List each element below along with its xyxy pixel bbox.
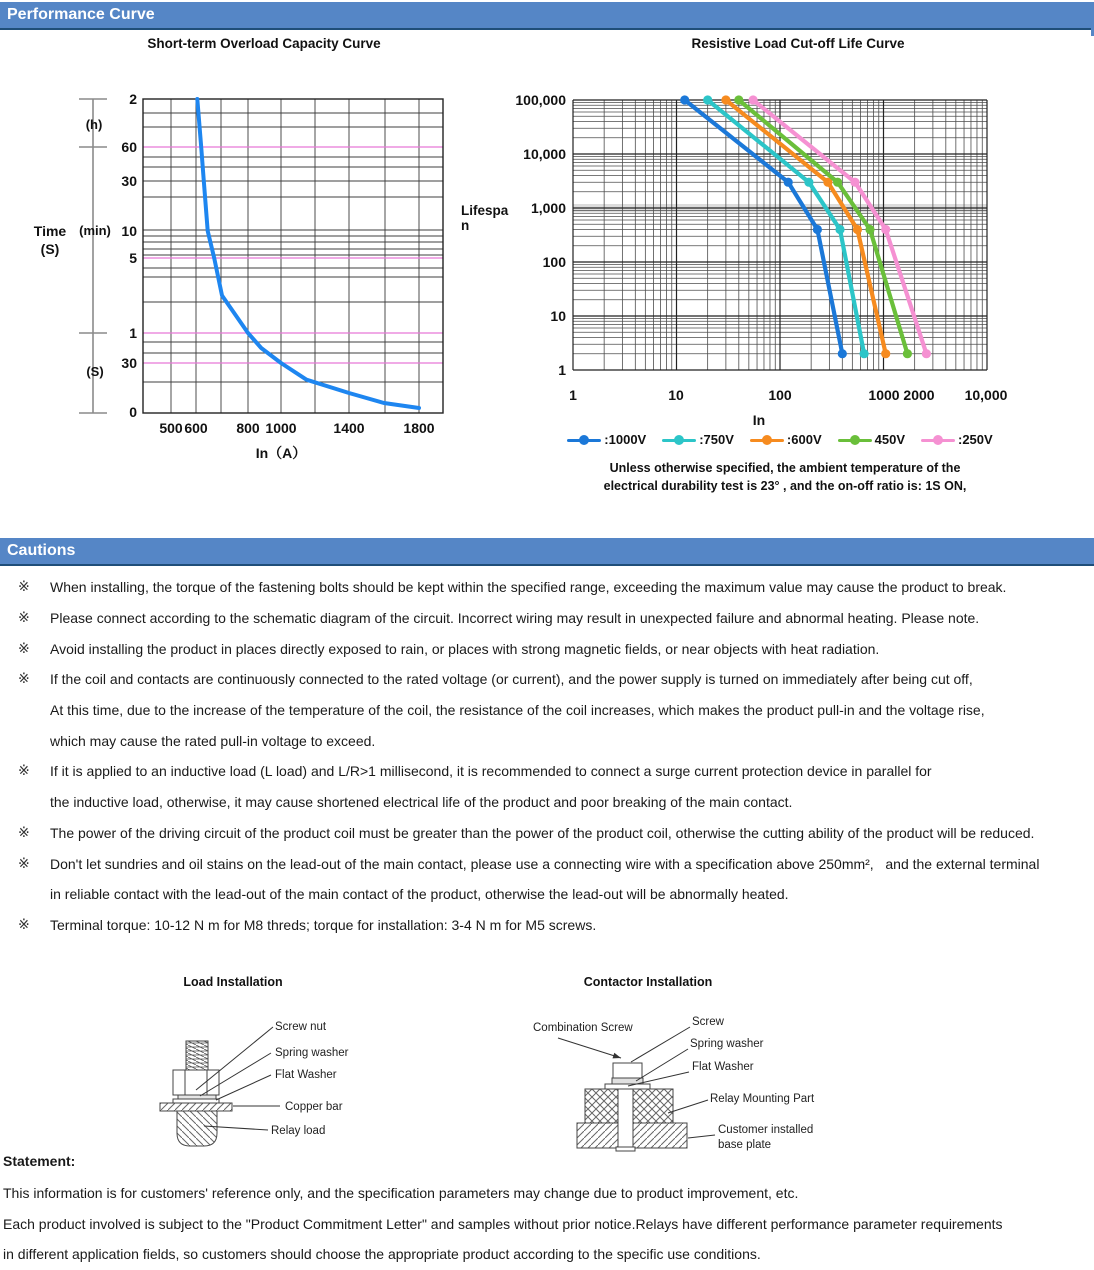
relay-load-shape xyxy=(177,1111,217,1146)
base-plate-shape xyxy=(633,1123,687,1148)
load-installation-diagram xyxy=(140,1005,470,1155)
statement-line: This information is for customers' reference only, and the specification parameters may change due to product improvement, etc. xyxy=(3,1185,799,1201)
life-chart-title: Resistive Load Cut-off Life Curve xyxy=(691,36,905,51)
caution-item: ※ Avoid installing the product in places directly exposed to rain, or places with strong magnetic fields, or near objects with heat radiation. xyxy=(18,640,880,657)
life-chart-plot xyxy=(573,100,987,370)
overload-ytick-10min: 10 xyxy=(121,223,137,239)
combination-screw-label: Combination Screw xyxy=(533,1022,633,1034)
flat-washer-shape xyxy=(173,1099,219,1103)
legend-item-450v xyxy=(838,432,905,447)
life-chart-legend xyxy=(555,432,1005,447)
legend-label-250v: :250V xyxy=(958,432,993,447)
legend-item-1000v xyxy=(567,432,646,447)
relay-mounting-part-shape xyxy=(633,1089,673,1123)
overload-ytick-30s: 30 xyxy=(121,355,137,371)
life-ytick-1: 1 xyxy=(558,362,566,378)
life-xtick-1: 1 xyxy=(569,387,577,403)
caution-item: ※ When installing, the torque of the fastening bolts should be kept within the specified range, exceeding the maximum value may cause the product to break. xyxy=(18,579,1007,596)
legend-item-600v xyxy=(750,432,822,447)
caution-item: ※ Terminal torque: 10-12 N m for M8 threds; torque for installation: 3-4 N m for M5 screws. xyxy=(18,916,597,933)
caution-item-continuation: the inductive load, otherwise, it may cause shortened electrical life of the product and poor breaking of the main contact. xyxy=(50,794,793,811)
spring-washer-shape xyxy=(612,1078,643,1084)
overload-ytick-60min: 60 xyxy=(121,139,137,155)
overload-xaxis-label: In（A） xyxy=(255,445,307,461)
overload-xtick-800: 800 xyxy=(236,420,260,436)
arrowhead-icon xyxy=(613,1053,622,1059)
flat-washer-label: Flat Washer xyxy=(692,1061,754,1073)
relay-mounting-part-shape xyxy=(585,1089,618,1123)
screw-stud-shape xyxy=(186,1041,208,1070)
statement-line: in different application fields, so customers should choose the appropriate product according to the specific use conditions. xyxy=(3,1246,761,1262)
overload-xtick-1400: 1400 xyxy=(333,420,365,436)
reference-mark-icon: ※ xyxy=(18,824,30,841)
flat-washer-leader xyxy=(216,1075,271,1100)
contactor-installation-diagram xyxy=(500,1005,920,1165)
caution-item-continuation: At this time, due to the increase of the temperature of the coil, the resistance of the coil increases, which makes the product pull-in and the voltage rise, xyxy=(50,702,985,719)
statement-title: Statement: xyxy=(3,1153,76,1169)
caution-item: ※ The power of the driving circuit of the product coil must be greater than the power of the product coil, otherwise the cutting ability of the product will be reduced. xyxy=(18,824,1035,841)
base-plate-shape xyxy=(577,1123,618,1148)
life-xtick-2000: 2000 xyxy=(903,387,935,403)
load-installation-title: Load Installation xyxy=(183,975,283,989)
reference-mark-icon: ※ xyxy=(18,671,30,688)
relay-mounting-leader xyxy=(668,1100,708,1113)
flat-washer-label: Flat Washer xyxy=(275,1069,337,1081)
legend-swatch-600v-icon xyxy=(750,434,784,446)
caution-item: ※ Please connect according to the schematic diagram of the circuit. Incorrect wiring may result in unexpected failure and abnormal heating. Please note. xyxy=(18,610,980,627)
spring-washer-shape xyxy=(178,1095,216,1099)
life-xtick-100: 100 xyxy=(768,387,792,403)
statement-section xyxy=(3,1153,1063,1270)
base-plate-leader xyxy=(688,1135,715,1138)
caution-item: ※ Don't let sundries and oil stains on the lead-out of the main contact, please use a connecting wire with a specification above 250mm², and the external terminal xyxy=(18,855,1040,872)
spring-washer-leader xyxy=(636,1049,688,1081)
screw-label: Screw xyxy=(692,1016,724,1028)
overload-chart-title: Short-term Overload Capacity Curve xyxy=(147,36,381,51)
overload-ytick-0: 0 xyxy=(129,404,137,420)
legend-swatch-250v-icon xyxy=(921,434,955,446)
caution-item: ※ If it is applied to an inductive load (L load) and L/R>1 millisecond, it is recommended to connect a surge current protection device in parallel for xyxy=(18,763,932,780)
overload-xtick-600: 600 xyxy=(184,420,208,436)
overload-ytick-2h: 2 xyxy=(129,91,137,107)
screw-leader xyxy=(631,1027,690,1062)
legend-label-600v: :600V xyxy=(786,432,822,447)
screw-shaft-end-shape xyxy=(616,1147,635,1151)
cautions-list xyxy=(0,572,1094,940)
customer-base-plate-label-line1: Customer installed xyxy=(718,1124,814,1136)
legend-item-250v xyxy=(921,432,993,447)
legend-item-750v xyxy=(662,432,734,447)
life-xtick-1000: 1000 xyxy=(868,387,900,403)
statement-line: Each product involved is subject to the "Product Commitment Letter" and samples without prior notice.Relays have different performance parameter requirements xyxy=(3,1215,1003,1232)
relay-load-label: Relay load xyxy=(271,1125,326,1137)
life-xaxis-label: In xyxy=(752,412,766,428)
performance-curve-banner xyxy=(0,2,1094,30)
screw-head-shape xyxy=(613,1063,642,1078)
screw-nut-label: Screw nut xyxy=(275,1021,327,1033)
life-ytick-100000: 100,000 xyxy=(515,92,566,108)
overload-yaxis-title-unit: (S) xyxy=(40,241,60,257)
copper-bar-label: Copper bar xyxy=(285,1101,343,1113)
overload-xtick-1800: 1800 xyxy=(403,420,435,436)
cautions-banner-title: Cautions xyxy=(7,542,76,559)
legend-swatch-1000v-icon xyxy=(567,434,601,446)
life-ytick-100: 100 xyxy=(542,254,566,270)
overload-xtick-1000: 1000 xyxy=(265,420,297,436)
life-ytick-10000: 10,000 xyxy=(523,146,566,162)
reference-mark-icon: ※ xyxy=(18,610,30,627)
copper-bar-shape xyxy=(160,1103,232,1111)
reference-mark-icon: ※ xyxy=(18,640,30,657)
combination-screw-leader xyxy=(558,1038,621,1058)
life-xtick-10000: 10,000 xyxy=(964,387,1008,403)
legend-label-450v: 450V xyxy=(874,432,905,447)
performance-curve-banner-title: Performance Curve xyxy=(7,6,155,23)
spring-washer-label: Spring washer xyxy=(690,1038,764,1050)
overload-ytick-30min: 30 xyxy=(121,173,137,189)
legend-label-1000v: :1000V xyxy=(604,432,647,447)
legend-swatch-750v-icon xyxy=(662,434,696,446)
reference-mark-icon: ※ xyxy=(18,763,30,780)
legend-swatch-450v-icon xyxy=(838,434,872,446)
overload-xtick-500: 500 xyxy=(159,420,183,436)
caution-item-continuation: which may cause the rated pull-in voltage to exceed. xyxy=(50,732,376,749)
legend-label-750v: :750V xyxy=(699,432,734,447)
customer-base-plate-label-line2: base plate xyxy=(718,1139,772,1151)
life-ytick-1000: 1,000 xyxy=(530,200,566,216)
relay-mounting-label: Relay Mounting Part xyxy=(710,1093,815,1105)
overload-yaxis-title: Time xyxy=(33,223,67,239)
reference-mark-icon: ※ xyxy=(18,855,30,872)
cautions-banner xyxy=(0,538,1094,566)
life-chart-footnote-line1: Unless otherwise specified, the ambient temperature of the xyxy=(609,461,961,475)
spring-washer-label: Spring washer xyxy=(275,1047,349,1059)
overload-unit-hours: (h) xyxy=(85,117,103,132)
screw-shaft-shape xyxy=(618,1089,633,1147)
life-yaxis-label: Lifespan xyxy=(461,203,509,233)
overload-unit-seconds: (S) xyxy=(86,364,104,379)
life-chart-footnote-line2: electrical durability test is 23° , and the on-off ratio is: 1S ON, xyxy=(603,479,967,493)
flat-washer-shape xyxy=(605,1084,650,1089)
overload-ytick-5min: 5 xyxy=(129,250,137,266)
screw-nut-shape xyxy=(173,1070,219,1095)
life-ytick-10: 10 xyxy=(550,308,566,324)
caution-item-continuation: in reliable contact with the lead-out of the main contact of the product, otherwise the lead-out will be abnormally heated. xyxy=(50,886,789,903)
life-xtick-10: 10 xyxy=(668,387,684,403)
overload-ytick-1min: 1 xyxy=(129,325,137,341)
caution-item: ※ If the coil and contacts are continuously connected to the rated voltage (or current), and the power supply is turned on immediately after being cut off, xyxy=(18,671,973,688)
reference-mark-icon: ※ xyxy=(18,579,30,596)
contactor-installation-title: Contactor Installation xyxy=(583,975,713,989)
reference-mark-icon: ※ xyxy=(18,916,30,933)
overload-unit-minutes: (min) xyxy=(79,223,111,238)
